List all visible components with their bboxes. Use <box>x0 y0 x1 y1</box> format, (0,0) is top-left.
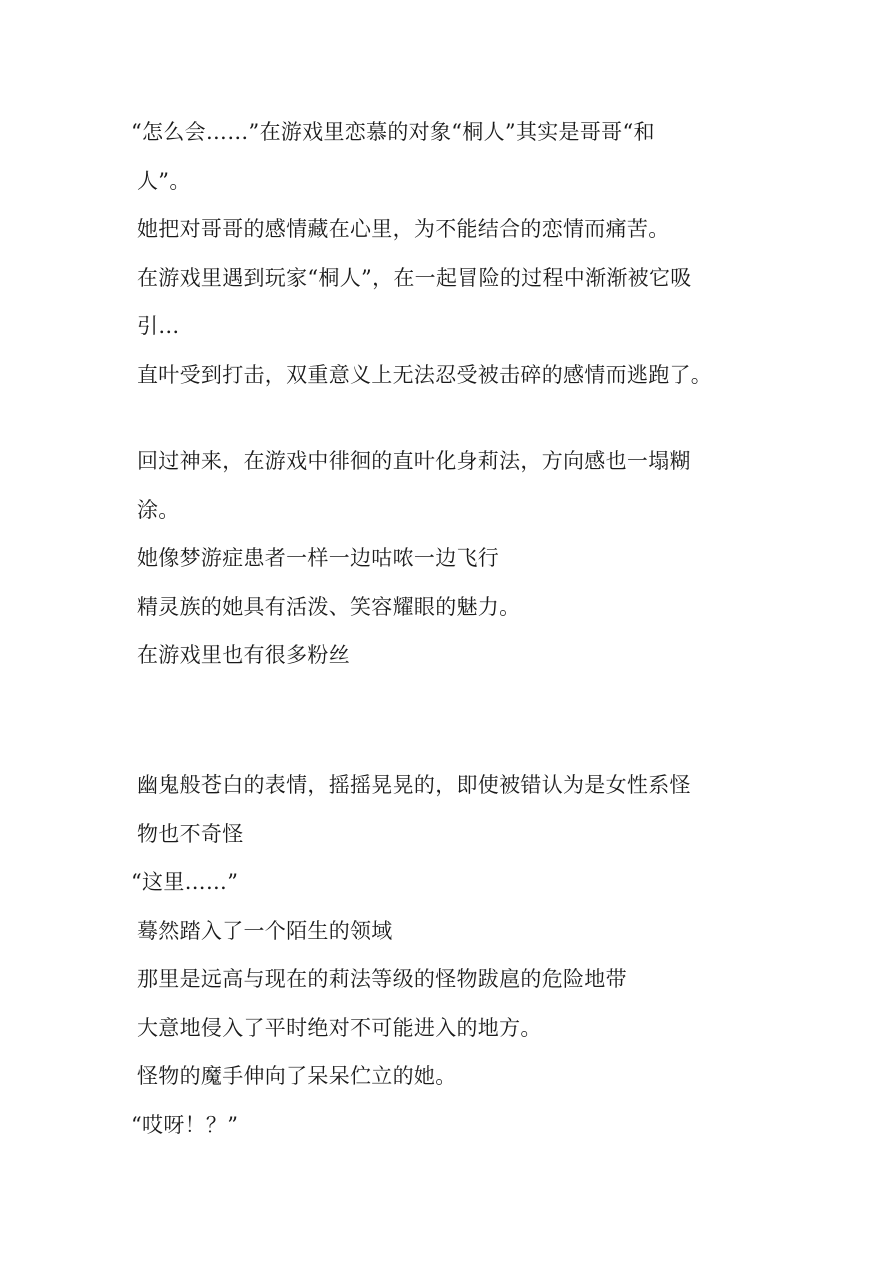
text-line: 那里是远高与现在的莉法等级的怪物跋扈的危险地带 <box>137 967 627 991</box>
text-line: 大意地侵入了平时绝对不可能进入的地方。 <box>137 1015 542 1040</box>
text-line: 物也不奇怪 <box>137 821 244 846</box>
paragraph-3 <box>131 761 777 1149</box>
text-line: “怎么会……”在游戏里恋慕的对象“桐人”其实是哥哥“和 <box>131 120 655 144</box>
text-line: 怪物的魔手伸向了呆呆伫立的她。 <box>137 1064 457 1088</box>
text-line: 在游戏里遇到玩家“桐人”，在一起冒险的过程中渐渐被它吸 <box>137 265 692 290</box>
text-line: 人”。 <box>137 168 191 193</box>
text-line: 她把对哥哥的感情藏在心里，为不能结合的恋情而痛苦。 <box>137 217 670 241</box>
text-line: 蓦然踏入了一个陌生的领域 <box>137 918 393 943</box>
text-line: 涂。 <box>137 497 180 522</box>
text-line: “哎呀！？” <box>131 1112 239 1137</box>
text-line: 在游戏里也有很多粉丝 <box>137 643 350 667</box>
paragraph-1 <box>131 108 777 399</box>
text-line: 直叶受到打击，双重意义上无法忍受被击碎的感情而逃跑了。 <box>137 362 713 387</box>
paragraph-2 <box>137 437 777 680</box>
text-line: 她像梦游症患者一样一边咕哝一边飞行 <box>137 546 500 570</box>
text-line: 幽鬼般苍白的表情，摇摇晃晃的，即使被错认为是女性系怪 <box>137 773 691 797</box>
text-line: “这里……” <box>131 870 239 894</box>
text-line: 精灵族的她具有活泼、笑容耀眼的魅力。 <box>137 594 521 619</box>
text-line: 引… <box>137 314 180 338</box>
text-line: 回过神来，在游戏中徘徊的直叶化身莉法，方向感也一塌糊 <box>137 449 691 473</box>
